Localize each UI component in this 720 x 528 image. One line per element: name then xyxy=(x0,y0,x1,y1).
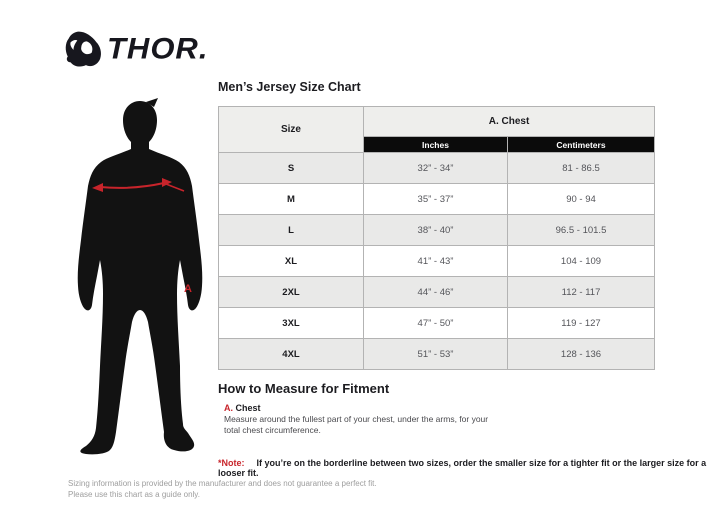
size-label: 4XL xyxy=(219,339,364,370)
cm-value: 96.5 - 101.5 xyxy=(508,215,655,246)
measure-section-heading: How to Measure for Fitment xyxy=(218,381,390,396)
measure-item-chest xyxy=(224,403,261,413)
sizing-note xyxy=(218,458,718,478)
inches-value: 35” - 37” xyxy=(364,184,508,215)
thor-logo xyxy=(63,27,208,69)
size-label: L xyxy=(219,215,364,246)
size-label: XL xyxy=(219,246,364,277)
note-text: If you’re on the borderline between two sizes, order the smaller size for a tighter fit or the larger size for a looser fit. xyxy=(218,458,707,478)
manufacturer-disclaimer xyxy=(68,478,377,500)
size-row-2xl xyxy=(219,277,655,308)
measure-item-name: Chest xyxy=(235,403,261,413)
disclaimer-line-1: Sizing information is provided by the manufacturer and does not guarantee a perfect fit. xyxy=(68,479,377,488)
size-label: 2XL xyxy=(219,277,364,308)
column-header-chest: A. Chest xyxy=(364,107,655,137)
cm-value: 81 - 86.5 xyxy=(508,153,655,184)
measure-item-description: Measure around the fullest part of your chest, under the arms, for your total chest circumference. xyxy=(224,414,489,435)
size-chart-title: Men’s Jersey Size Chart xyxy=(218,80,361,94)
column-header-size: Size xyxy=(219,107,364,153)
inches-value: 47” - 50” xyxy=(364,308,508,339)
thor-helmet-icon xyxy=(63,27,105,69)
chest-arrow-label: A xyxy=(184,283,192,295)
inches-value: 51” - 53” xyxy=(364,339,508,370)
inches-value: 38” - 40” xyxy=(364,215,508,246)
cm-value: 128 - 136 xyxy=(508,339,655,370)
size-row-xl xyxy=(219,246,655,277)
size-label: S xyxy=(219,153,364,184)
cm-value: 119 - 127 xyxy=(508,308,655,339)
body-silhouette xyxy=(62,98,212,460)
size-row-s xyxy=(219,153,655,184)
cm-value: 90 - 94 xyxy=(508,184,655,215)
brand-name: THOR. xyxy=(107,31,209,65)
size-label: 3XL xyxy=(219,308,364,339)
size-chart-table xyxy=(218,106,655,370)
inches-value: 41” - 43” xyxy=(364,246,508,277)
measure-item-letter: A. xyxy=(224,403,233,413)
measurement-figure xyxy=(62,98,212,460)
cm-value: 112 - 117 xyxy=(508,277,655,308)
column-header-centimeters: Centimeters xyxy=(508,137,655,153)
size-row-l xyxy=(219,215,655,246)
size-row-m xyxy=(219,184,655,215)
disclaimer-line-2: Please use this chart as a guide only. xyxy=(68,490,200,500)
note-prefix: *Note: xyxy=(218,458,245,468)
size-row-4xl xyxy=(219,339,655,370)
column-header-inches: Inches xyxy=(364,137,508,153)
inches-value: 44” - 46” xyxy=(364,277,508,308)
size-row-3xl xyxy=(219,308,655,339)
cm-value: 104 - 109 xyxy=(508,246,655,277)
inches-value: 32” - 34” xyxy=(364,153,508,184)
size-label: M xyxy=(219,184,364,215)
